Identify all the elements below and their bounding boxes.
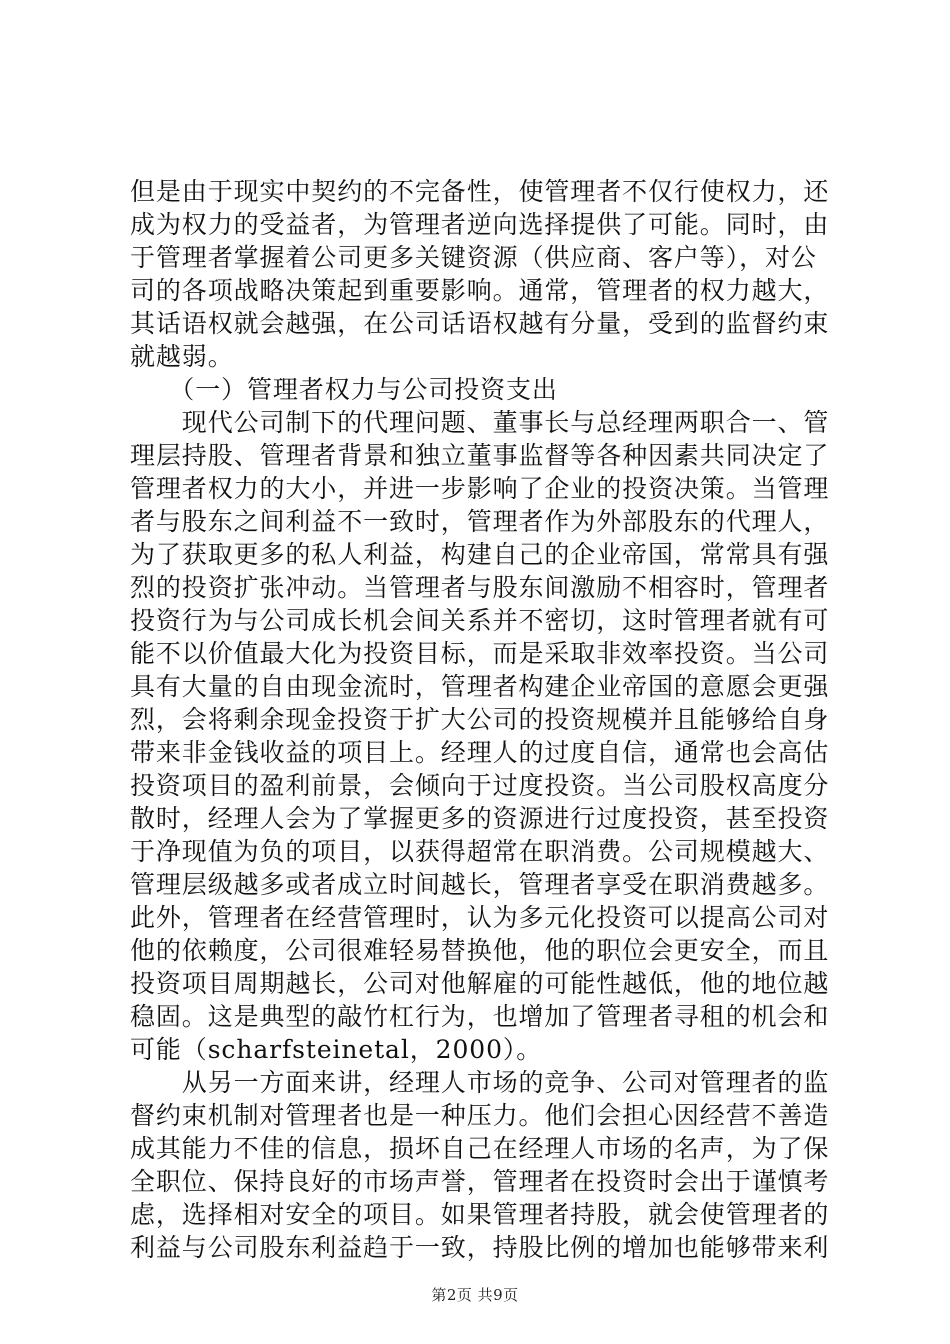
text-line: 他的依赖度，公司很难轻易替换他，他的职位会更安全，而且 [130,936,830,965]
text-line: 其话语权就会越强，在公司话语权越有分量，受到的监督约束 [130,309,830,338]
text-line: 虑，选择相对安全的项目。如果管理者持股，就会使管理者的 [130,1200,830,1229]
text-line: 能不以价值最大化为投资目标，而是采取非效率投资。当公司 [130,639,830,668]
text-line: 烈的投资扩张冲动。当管理者与股东间激励不相容时，管理者 [130,573,830,602]
text-line: 督约束机制对管理者也是一种压力。他们会担心因经营不善造 [130,1101,830,1130]
text-line: 现代公司制下的代理问题、董事长与总经理两职合一、管 [130,408,830,437]
text-line: 散时，经理人会为了掌握更多的资源进行过度投资，甚至投资 [130,804,830,833]
text-line: 于净现值为负的项目，以获得超常在职消费。公司规模越大、 [130,837,830,866]
text-line: 从另一方面来讲，经理人市场的竞争、公司对管理者的监 [130,1068,830,1097]
text-line: 投资项目的盈利前景，会倾向于过度投资。当公司股权高度分 [130,771,830,800]
text-line: 带来非金钱收益的项目上。经理人的过度自信，通常也会高估 [130,738,830,767]
text-line: 成其能力不佳的信息，损坏自己在经理人市场的名声，为了保 [130,1134,830,1163]
text-line: 投资行为与公司成长机会间关系并不密切，这时管理者就有可 [130,606,830,635]
text-line: 为了获取更多的私人利益，构建自己的企业帝国，常常具有强 [130,540,830,569]
text-line: 此外，管理者在经营管理时，认为多元化投资可以提高公司对 [130,903,830,932]
text-line: 成为权力的受益者，为管理者逆向选择提供了可能。同时，由 [130,210,830,239]
document-body [130,175,830,1264]
text-line: 就越弱。 [130,342,234,371]
text-line: 具有大量的自由现金流时，管理者构建企业帝国的意愿会更强 [130,672,830,701]
text-line: 司的各项战略决策起到重要影响。通常，管理者的权力越大， [130,276,830,305]
text-line: 可能（scharfsteinetal，2000）。 [130,1035,543,1064]
text-line: 于管理者掌握着公司更多关键资源（供应商、客户等），对公 [130,243,817,272]
text-line: 管理层级越多或者成立时间越长，管理者享受在职消费越多。 [130,870,830,899]
text-line: 但是由于现实中契约的不完备性，使管理者不仅行使权力，还 [130,177,830,206]
page-footer: 第2页 共9页 [431,1286,519,1304]
text-line: 全职位、保持良好的市场声誉，管理者在投资时会出于谨慎考 [130,1167,830,1196]
text-line: 理层持股、管理者背景和独立董事监督等各种因素共同决定了 [130,441,830,470]
text-line: 稳固。这是典型的敲竹杠行为，也增加了管理者寻租的机会和 [130,1002,830,1031]
text-line: 利益与公司股东利益趋于一致，持股比例的增加也能够带来利 [130,1233,830,1262]
text-line: 者与股东之间利益不一致时，管理者作为外部股东的代理人， [130,507,830,536]
text-line: 烈，会将剩余现金投资于扩大公司的投资规模并且能够给自身 [130,705,830,734]
text-line: （一）管理者权力与公司投资支出 [130,375,558,404]
text-line: 管理者权力的大小，并进一步影响了企业的投资决策。当管理 [130,474,830,503]
text-line: 投资项目周期越长，公司对他解雇的可能性越低，他的地位越 [130,969,830,998]
